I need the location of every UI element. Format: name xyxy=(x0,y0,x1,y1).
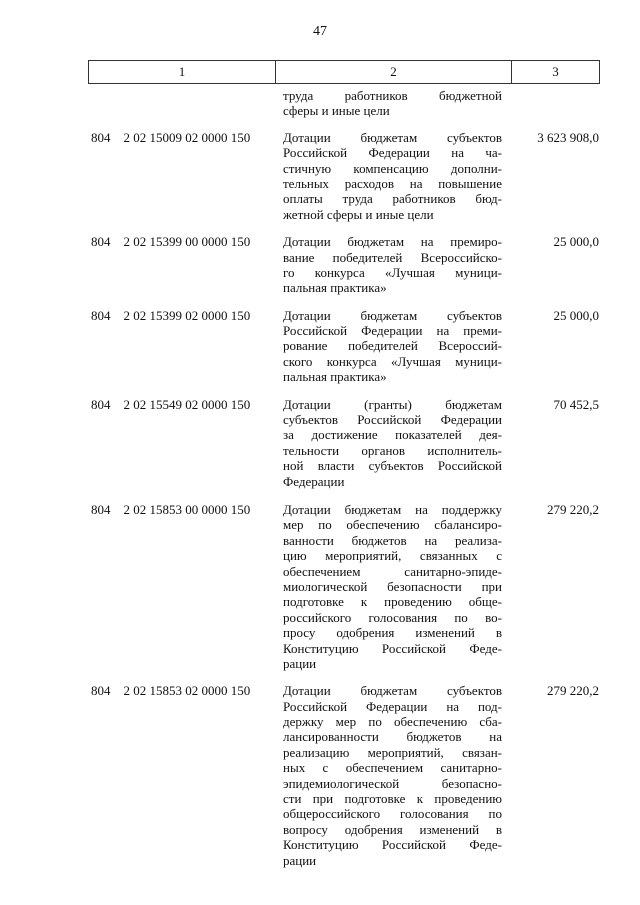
table-body xyxy=(0,88,640,868)
description-line: миологической безопасности при xyxy=(283,578,502,594)
description-line: рование победителей Всероссий- xyxy=(283,338,502,354)
table-row xyxy=(0,683,640,868)
description-line: Конституцию Российской Феде- xyxy=(283,837,502,853)
budget-code: 804 2 02 15853 00 0000 150 xyxy=(91,501,251,517)
description-line: субъектов Российской Федерации xyxy=(283,412,502,428)
description-line: за достижение показателей дея- xyxy=(283,427,502,443)
description xyxy=(283,308,502,385)
description-line: Федерации xyxy=(283,473,345,489)
header-col-3: 3 xyxy=(552,64,559,79)
description xyxy=(283,502,502,671)
description xyxy=(283,234,502,296)
amount: 279 220,2 xyxy=(547,501,599,517)
header-col-1: 1 xyxy=(89,61,276,83)
table-row xyxy=(0,234,640,296)
description-line: Российской Федерации на преми- xyxy=(283,323,502,339)
description-line: Дотации бюджетам субъектов xyxy=(283,129,502,145)
description-line: эпидемиологической безопасно- xyxy=(283,775,502,791)
budget-code: 804 2 02 15399 02 0000 150 xyxy=(91,307,251,323)
description-line: пальная практика» xyxy=(283,369,387,385)
table-header xyxy=(88,60,600,84)
description xyxy=(283,130,502,222)
description-line: тельных расходов на повышение xyxy=(283,175,502,191)
description-line: Дотации бюджетам на поддержку xyxy=(283,501,502,517)
description xyxy=(283,683,502,868)
description xyxy=(283,397,502,489)
budget-code: 804 2 02 15549 02 0000 150 xyxy=(91,396,251,412)
description-line: вание победителей Всероссийско- xyxy=(283,249,502,265)
description-line: обеспечением санитарно-эпиде- xyxy=(283,563,502,579)
description-line: ных с обеспечением санитарно- xyxy=(283,760,502,776)
description-line: стичную компенсацию дополни- xyxy=(283,160,502,176)
description-line: ского конкурса «Лучшая муници- xyxy=(283,353,502,369)
table-row xyxy=(0,308,640,385)
description-line: цию мероприятий, связанных с xyxy=(283,548,502,564)
description-line: труда работников бюджетной xyxy=(283,88,502,103)
description-line: просу одобрения изменений в xyxy=(283,625,502,641)
description-line: рации xyxy=(283,655,317,671)
description-line: сти при подготовке к проведению xyxy=(283,791,502,807)
description-line: Дотации бюджетам на премиро- xyxy=(283,234,502,250)
budget-code: 804 2 02 15009 02 0000 150 xyxy=(91,129,251,145)
description-line: Дотации (гранты) бюджетам xyxy=(283,396,502,412)
table-row xyxy=(0,397,640,489)
description-line: Российской Федерации на ча- xyxy=(283,145,502,161)
description-line: Дотации бюджетам субъектов xyxy=(283,307,502,323)
budget-code: 804 2 02 15853 02 0000 150 xyxy=(91,683,251,699)
description-line: рации xyxy=(283,852,317,868)
description-line: подготовке к проведению обще- xyxy=(283,594,502,610)
description-line: держку мер по обеспечению сба- xyxy=(283,714,502,730)
description-line: ванности бюджетов на реализа- xyxy=(283,532,502,548)
description-line: лансированности бюджетов на xyxy=(283,729,502,745)
description-line: российского голосования по во- xyxy=(283,609,502,625)
amount: 70 452,5 xyxy=(553,396,599,412)
table-row xyxy=(0,88,640,119)
header-col-2: 2 xyxy=(276,61,512,83)
description-line: Конституцию Российской Феде- xyxy=(283,640,502,656)
description-line: Российской Федерации на под- xyxy=(283,698,502,714)
page-number: 47 xyxy=(313,24,327,39)
description-line: реализацию мероприятий, связан- xyxy=(283,744,502,760)
amount: 25 000,0 xyxy=(553,307,599,323)
description-line: тельности органов исполнитель- xyxy=(283,442,502,458)
amount: 3 623 908,0 xyxy=(537,129,599,145)
amount: 25 000,0 xyxy=(553,234,599,250)
description-line: оплаты труда работников бюд- xyxy=(283,191,502,207)
budget-code: 804 2 02 15399 00 0000 150 xyxy=(91,234,251,250)
description xyxy=(283,88,502,119)
description-line: сферы и иные цели xyxy=(283,103,390,119)
description-line: жетной сферы и иные цели xyxy=(283,206,434,222)
description-line: общероссийского голосования по xyxy=(283,806,502,822)
description-line: вопросу одобрения изменений в xyxy=(283,821,502,837)
description-line: Дотации бюджетам субъектов xyxy=(283,683,502,699)
description-line: пальная практика» xyxy=(283,280,387,296)
description-line: ной власти субъектов Российской xyxy=(283,458,502,474)
table-row xyxy=(0,130,640,222)
table-row xyxy=(0,502,640,671)
description-line: го конкурса «Лучшая муници- xyxy=(283,264,502,280)
description-line: мер по обеспечению сбалансиро- xyxy=(283,517,502,533)
amount: 279 220,2 xyxy=(547,683,599,699)
